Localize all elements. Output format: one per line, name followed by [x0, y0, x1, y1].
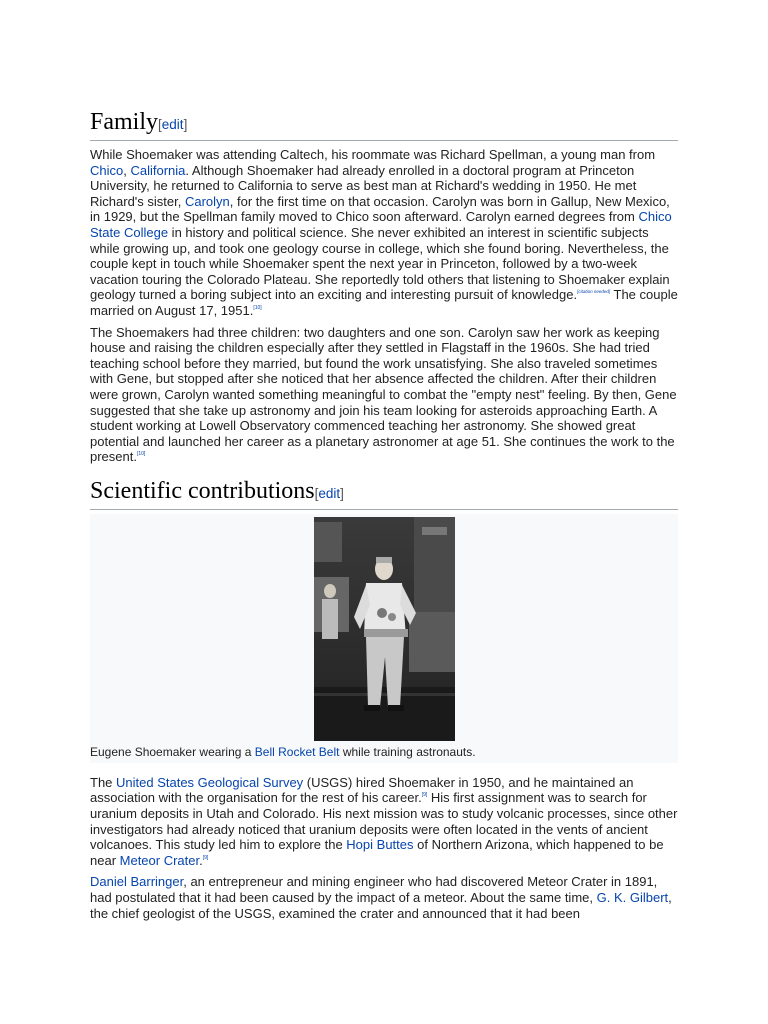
- edit-link-scientific[interactable]: edit: [318, 485, 341, 501]
- text-run: Eugene Shoemaker wearing a: [90, 744, 255, 759]
- heading-text: Family: [90, 109, 159, 135]
- text-run: ,: [123, 162, 131, 178]
- edit-section-family: [158, 117, 187, 132]
- reference-link-10[interactable]: [10]: [253, 304, 262, 311]
- paragraph-scientific-2: [90, 874, 678, 921]
- text-run: , for the first time on that occasion. Carolyn was born in Gallup, New Mexico, in 1929, but the Spellman family moved to Chico soon afterward. Carolyn earned degrees from: [90, 193, 670, 225]
- text-run: The: [90, 774, 117, 790]
- figure-caption: [90, 745, 476, 759]
- text-run: of Northern Arizona, which happened to be near: [90, 837, 664, 868]
- link-daniel-barringer[interactable]: Daniel Barringer: [90, 874, 184, 890]
- link-gk-gilbert[interactable]: G. K. Gilbert: [596, 890, 669, 906]
- reference-link-10[interactable]: [10]: [136, 451, 146, 458]
- link-carolyn[interactable]: Carolyn: [184, 193, 230, 209]
- text-run: The couple married on August 17, 1951.: [90, 287, 678, 318]
- edit-section-scientific: [315, 486, 344, 501]
- link-california[interactable]: California: [130, 162, 186, 178]
- link-bell-rocket-belt[interactable]: Bell Rocket Belt: [254, 744, 340, 759]
- text-run: while training astronauts.: [339, 744, 476, 759]
- text-run: While Shoemaker was attending Caltech, his roommate was Richard Spellman, a young man from: [90, 147, 656, 162]
- text-run: , the chief geologist of the USGS, examined the crater and announced that it had been: [90, 890, 672, 921]
- edit-link-family[interactable]: edit: [161, 117, 184, 132]
- bracket-open: [: [158, 117, 162, 132]
- text-run: (USGS) hired Shoemaker in 1950, and he maintained an association with the organisation for the rest of his career.: [90, 774, 634, 806]
- link-usgs[interactable]: United States Geological Survey: [116, 774, 304, 790]
- link-chico-state-college[interactable]: Chico State College: [90, 209, 672, 240]
- reference-link-9[interactable]: [9]: [421, 792, 428, 799]
- paragraph-family-1: [90, 147, 678, 319]
- article-content: [90, 108, 678, 921]
- text-run: , an entrepreneur and mining engineer who had discovered Meteor Crater in 1891, had postulated that it had been caused by the impact of a meteor. About the same time,: [90, 874, 658, 906]
- reference-link-9[interactable]: [9]: [202, 854, 209, 861]
- bracket-open: [: [314, 485, 319, 501]
- photo-illustration: [314, 517, 455, 741]
- link-meteor-crater[interactable]: Meteor Crater: [119, 852, 200, 868]
- link-chico[interactable]: Chico: [90, 162, 124, 178]
- text-run: . Although Shoemaker had already enrolled in a doctoral program at Princeton University, he returned to California to serve as best man at Richard's wedding in 1950. He met Richard's sister,: [90, 162, 637, 209]
- heading-text: Scientific contributions: [90, 477, 315, 504]
- link-hopi-buttes[interactable]: Hopi Buttes: [346, 837, 414, 853]
- bracket-close: ]: [183, 117, 188, 132]
- photo-shoemaker-rocket-belt[interactable]: [314, 517, 455, 741]
- citation-needed-link[interactable]: [citation needed]: [577, 289, 611, 295]
- paragraph-scientific-1: [90, 775, 678, 869]
- text-run: in history and political science. She never exhibited an interest in scientific subjects while growing up, and took one geology course in college, which she found boring. Nevertheless, the couple kept in touch while Shoemaker spent the next year in Princeton, followed by a two-week vacation touring the Colorado Plateau. She reportedly told others that listening to Shoemaker explain geology turned a boring subject into an exciting and interesting pursuit of knowledge.: [90, 224, 670, 303]
- paragraph-family-2: [90, 325, 678, 465]
- text-run: The Shoemakers had three children: two daughters and one son. Carolyn saw her work as keeping house and raising the children especially after they settled in Flagstaff in the 1960s. She had tried teaching school before they married, but found the work unsatisfying. She also traveled sometimes with Gene, but stopped after she noticed that her absence affected the children. After their children were grown, Carolyn wanted something meaningful to combat the "empty nest" feeling. By then, Gene suggested that she take up astronomy and join his team looking for asteroids approaching Earth. A student working at Lowell Observatory commenced teaching her astronomy. She showed great potential and launched her career as a planetary astronomer at age 51. She continues the work to the present.: [90, 324, 677, 465]
- text-run: .: [199, 852, 203, 868]
- section-heading-family: [90, 108, 678, 141]
- text-run: His first assignment was to search for uranium deposits in Utah and Colorado. His next mission was to study volcanic processes, since other investigators had already noticed that uranium deposits were often located in the vents of ancient volcanoes. This study led him to explore the: [90, 790, 678, 853]
- figure-thumbnail: [90, 514, 678, 763]
- section-heading-scientific-contributions: [90, 477, 678, 510]
- bracket-close: ]: [340, 485, 344, 501]
